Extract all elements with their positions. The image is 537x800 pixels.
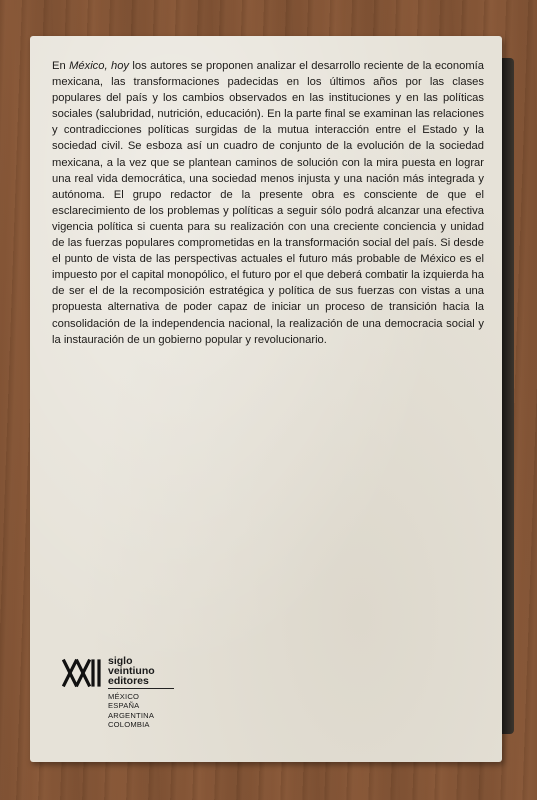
publisher-divider — [108, 688, 174, 689]
blurb-paragraph — [52, 58, 484, 348]
publisher-name-line-2: veintiuno — [108, 665, 155, 677]
country-colombia: COLOMBIA — [108, 720, 150, 730]
book-back-cover — [30, 36, 502, 762]
publisher-name — [108, 656, 155, 686]
blurb-text: los autores se proponen analizar el desarrollo reciente de la economía mexicana, las transformaciones padecidas en los últimos años por las clases populares del país y los cambios observados en las instituciones y en las políticas sociales (salubridad, nutrición, educación). En la parte final se examinan las relaciones y contradicciones políticas surgidas de la mutua interacción entre el Estado y la sociedad civil. Se esboza así un cuadro de conjunto de la evolución de la sociedad mexicana, a la vez que se plantean caminos de solución con la mira puesta en lograr una real vida democrática, una sociedad menos injusta y una nación más integrada y autónoma. El grupo redactor de la presente obra es consciente de que el esclarecimiento de los problemas y políticas a seguir sólo podrá alcanzar una efectiva vigencia política si cuenta para su realización con una creciente conciencia y unidad de las fuerzas populares comprometidas en la transformación social del país. Si desde el punto de vista de las perspectivas actuales el futuro más probable de México es el impuesto por el capital monopólico, el futuro por el que deberá combatir la izquierda ha de ser el de la recomposición estratégica y política de sus fuerzas con vistas a una propuesta alternativa de poder capaz de iniciar un proceso de transición hacia la consolidación de la independencia nacional, la realización de una democracia social y la instauración de un gobierno popular y revolucionario. — [52, 60, 484, 346]
publisher-imprint — [62, 656, 222, 766]
country-espana: ESPAÑA — [108, 701, 140, 711]
publisher-logo — [62, 658, 104, 688]
publisher-countries — [108, 692, 154, 730]
country-mexico: MÉXICO — [108, 692, 140, 701]
blurb-lead: En — [52, 60, 70, 72]
publisher-name-line-3: editores — [108, 675, 149, 687]
back-cover-blurb — [52, 58, 484, 348]
publisher-name-line-1: siglo — [108, 655, 133, 667]
book-title-italic: México, hoy — [69, 60, 130, 72]
country-argentina: ARGENTINA — [108, 710, 155, 720]
